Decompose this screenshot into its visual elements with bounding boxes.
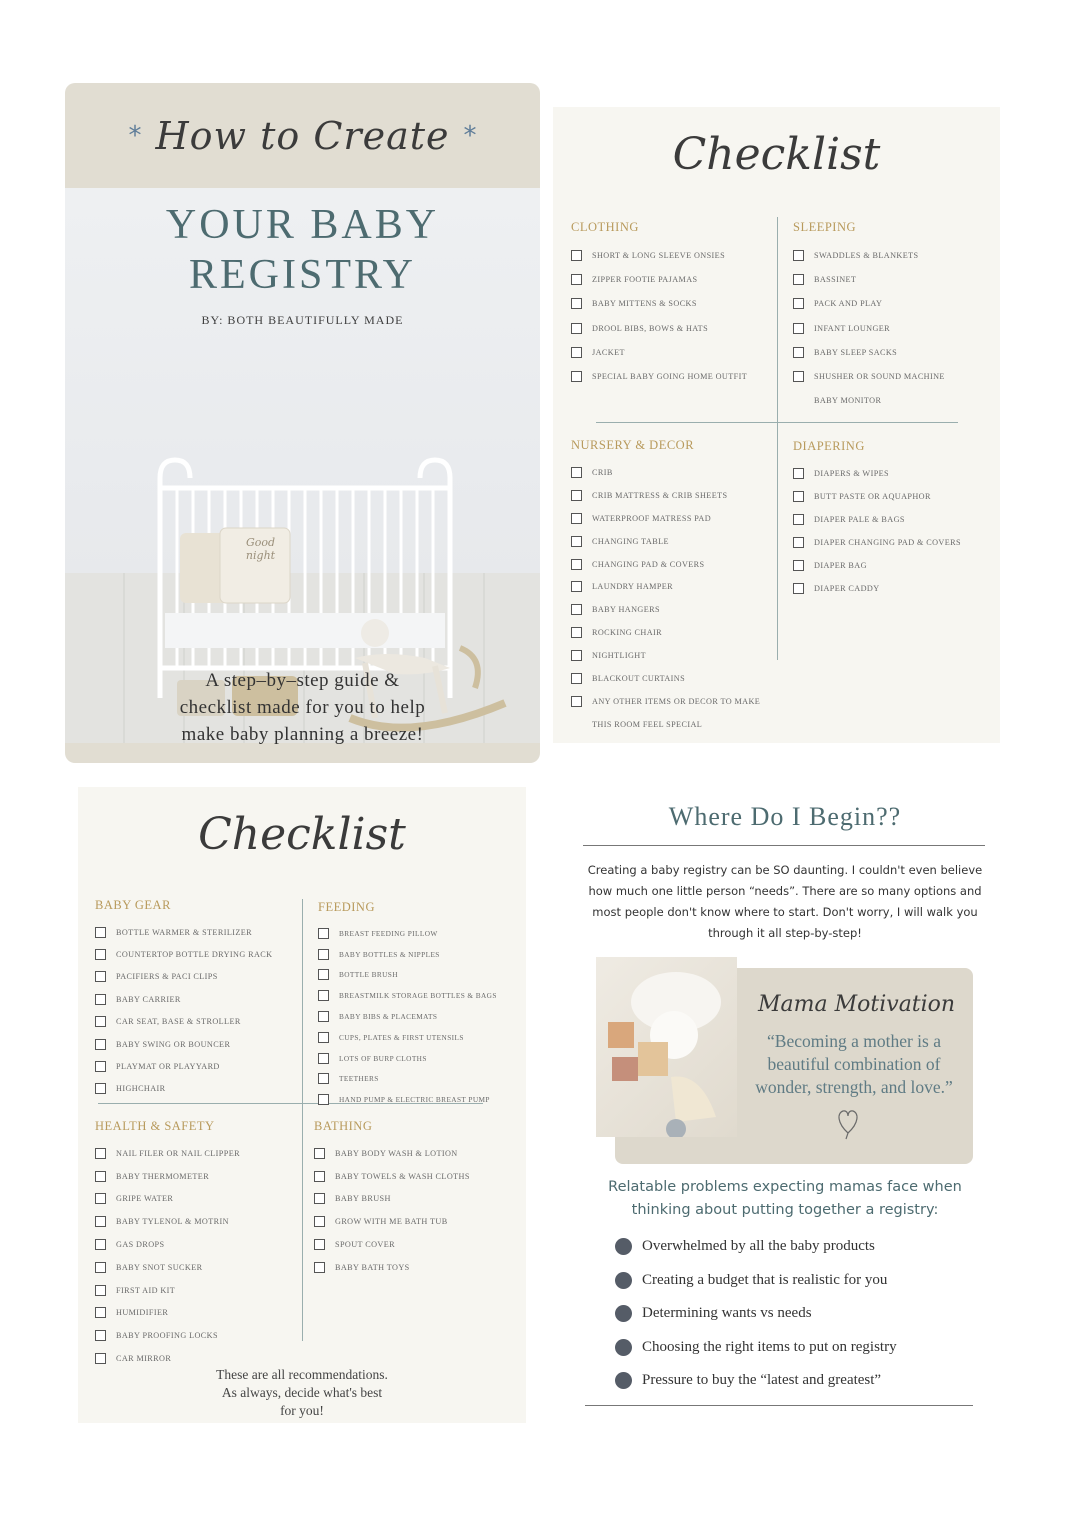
checkbox[interactable] xyxy=(95,1061,106,1072)
checklist-item-label: GAS DROPS xyxy=(116,1240,165,1250)
checklist-item xyxy=(314,1188,519,1211)
checklist-item xyxy=(314,1165,519,1188)
checklist-item xyxy=(95,943,300,965)
checkbox[interactable] xyxy=(95,1216,106,1227)
checklist-item-label: BABY THERMOMETER xyxy=(116,1171,210,1181)
checklist-item-label: SWADDLES & BLANKETS xyxy=(814,250,919,260)
checklist-item-label: DIAPER CADDY xyxy=(814,584,880,593)
section-clothing xyxy=(571,220,771,389)
cover-caption-line1: A step–by–step guide & xyxy=(205,670,400,691)
checklist-item-label: BASSINET xyxy=(814,274,857,284)
checklist-item-label: BABY BODY WASH & LOTION xyxy=(335,1148,458,1158)
checkbox[interactable] xyxy=(95,1083,106,1094)
checklist-item xyxy=(571,461,781,484)
checklist-item-label: BABY TOWELS & WASH CLOTHS xyxy=(335,1171,470,1181)
checkbox[interactable] xyxy=(571,467,582,478)
checklist-item xyxy=(571,644,781,667)
checkbox[interactable] xyxy=(793,583,804,594)
checklist-item-label: BUTT PASTE OR AQUAPHOR xyxy=(814,492,931,501)
section-sleeping xyxy=(793,220,993,413)
checklist-item xyxy=(95,921,300,943)
checklist-item-label: COUNTERTOP BOTTLE DRYING RACK xyxy=(116,950,273,960)
checklist-item xyxy=(95,1302,300,1325)
checklist-item-label: BABY SWING OR BOUNCER xyxy=(116,1039,231,1049)
checklist-item-label: HIGHCHAIR xyxy=(116,1084,166,1094)
checkbox[interactable] xyxy=(571,604,582,615)
checklist-item-label: BABY SLEEP SACKS xyxy=(814,347,898,357)
section-baby-gear xyxy=(95,898,300,1100)
checklist-item-label: BABY BOTTLES & NIPPLES xyxy=(339,949,440,959)
checkbox[interactable] xyxy=(95,949,106,960)
checklist-item xyxy=(95,1055,300,1077)
checklist-item xyxy=(95,966,300,988)
section-heading: BABY GEAR xyxy=(95,898,171,912)
problem-item xyxy=(615,1230,975,1264)
checkbox[interactable] xyxy=(318,1053,329,1064)
checklist-item xyxy=(571,598,781,621)
checklist-item-label: BOTTLE BRUSH xyxy=(339,970,398,980)
checkbox[interactable] xyxy=(314,1239,325,1250)
section-heading: FEEDING xyxy=(318,900,375,914)
section-feeding xyxy=(318,900,523,1110)
checkbox[interactable] xyxy=(571,581,582,592)
motivation-heading: Mama Motivation xyxy=(758,992,956,1017)
item-list xyxy=(571,243,771,389)
checklist-item xyxy=(95,1011,300,1033)
checkbox[interactable] xyxy=(318,949,329,960)
checklist-item xyxy=(571,530,781,553)
section-bathing xyxy=(314,1119,519,1279)
checklist-item xyxy=(95,1210,300,1233)
divider-vertical xyxy=(302,899,303,1341)
checklist-item xyxy=(318,1089,523,1110)
checklist-item-continuation: THIS ROOM FEEL SPECIAL xyxy=(592,719,703,729)
section-heading: SLEEPING xyxy=(793,220,857,234)
bullet-icon xyxy=(615,1372,632,1389)
checkbox[interactable] xyxy=(95,927,106,938)
checkbox[interactable] xyxy=(314,1171,325,1182)
checklist-item xyxy=(793,508,993,531)
checklist-item xyxy=(314,1142,519,1165)
checklist-item xyxy=(793,531,993,554)
checklist-item-label: BOTTLE WARMER & STERILIZER xyxy=(116,927,253,937)
checkbox[interactable] xyxy=(571,673,582,684)
checklist-item-label: CUPS, PLATES & FIRST UTENSILS xyxy=(339,1032,464,1042)
section-nursery-decor xyxy=(571,438,781,736)
checklist-item-label: BABY CARRIER xyxy=(116,994,181,1004)
checkbox[interactable] xyxy=(314,1193,325,1204)
star-icon: * xyxy=(128,120,142,151)
checklist-item xyxy=(793,462,993,485)
checkbox[interactable] xyxy=(318,1011,329,1022)
problem-text: Choosing the right items to put on registry xyxy=(642,1338,897,1355)
checkbox[interactable] xyxy=(95,1016,106,1027)
problem-text: Overwhelmed by all the baby products xyxy=(642,1238,875,1255)
checklist-item xyxy=(95,1279,300,1302)
checkbox[interactable] xyxy=(571,274,582,285)
checklist-item-label: PACIFIERS & PACI CLIPS xyxy=(116,972,218,982)
item-list xyxy=(95,921,300,1100)
item-list xyxy=(95,1142,300,1370)
checklist-item-label: DIAPER PALE & BAGS xyxy=(814,515,905,524)
checklist-item xyxy=(571,484,781,507)
checklist-item-label: CHANGING PAD & COVERS xyxy=(592,559,705,569)
checklist-item xyxy=(314,1210,519,1233)
checklist-item xyxy=(571,690,781,713)
checklist-item-label: ROCKING CHAIR xyxy=(592,628,663,638)
problems-lead: Relatable problems expecting mamas face when thinking about putting together a registry: xyxy=(608,1179,962,1218)
checkbox[interactable] xyxy=(95,1285,106,1296)
checklist-item-label: PLAYMAT OR PLAYYARD xyxy=(116,1062,220,1072)
item-list xyxy=(318,923,523,1110)
checkbox[interactable] xyxy=(95,994,106,1005)
checkbox[interactable] xyxy=(95,1039,106,1050)
checklist-item-label: PACK AND PLAY xyxy=(814,299,883,309)
section-health-safety xyxy=(95,1119,300,1370)
checklist-item-label: BABY MITTENS & SOCKS xyxy=(592,299,697,309)
checklist-item-label: BABY TYLENOL & MOTRIN xyxy=(116,1217,229,1227)
checkbox[interactable] xyxy=(318,928,329,939)
star-icon: * xyxy=(463,120,477,151)
checklist-item xyxy=(318,965,523,986)
checklist-item xyxy=(95,1142,300,1165)
checklist-item-label: ZIPPER FOOTIE PAJAMAS xyxy=(592,274,698,284)
checklist-item xyxy=(318,1027,523,1048)
checklist-item xyxy=(95,1188,300,1211)
bullet-icon xyxy=(615,1238,632,1255)
footer-line2: As always, decide what's best xyxy=(221,1385,383,1400)
checkbox[interactable] xyxy=(318,1032,329,1043)
footer-line1: These are all recommendations. xyxy=(216,1367,388,1382)
bullet-icon xyxy=(615,1272,632,1289)
checkbox[interactable] xyxy=(318,969,329,980)
cover-page xyxy=(65,83,540,763)
checklist-item-label: CRIB MATTRESS & CRIB SHEETS xyxy=(592,490,728,500)
where-do-i-begin-page xyxy=(570,790,1000,1430)
checkbox[interactable] xyxy=(793,514,804,525)
item-list xyxy=(314,1142,519,1279)
checklist-item xyxy=(95,1078,300,1100)
checkbox[interactable] xyxy=(571,536,582,547)
motivation-quote: “Becoming a mother is a beautiful combination of wonder, strength, and love.” xyxy=(755,1031,953,1097)
checklist-item-label: DIAPER CHANGING PAD & COVERS xyxy=(814,538,961,547)
checklist-item-label: SHUSHER OR SOUND MACHINE xyxy=(814,372,945,382)
item-list xyxy=(793,462,993,600)
checkbox[interactable] xyxy=(95,1262,106,1273)
checklist-item xyxy=(318,944,523,965)
checkbox[interactable] xyxy=(793,468,804,479)
checklist-item-label: HUMIDIFIER xyxy=(116,1308,169,1318)
checklist-item xyxy=(571,553,781,576)
checklist-item xyxy=(793,364,993,388)
checklist-item-label: WATERPROOF MATRESS PAD xyxy=(592,513,712,523)
cover-title xyxy=(65,200,540,300)
problems-list xyxy=(615,1230,975,1398)
checklist-item xyxy=(793,577,993,600)
problem-text: Pressure to buy the “latest and greatest” xyxy=(642,1372,882,1389)
checkbox[interactable] xyxy=(793,537,804,548)
checklist-item xyxy=(793,316,993,340)
checklist-title: Checklist xyxy=(198,809,406,860)
checkbox[interactable] xyxy=(571,371,582,382)
checkbox[interactable] xyxy=(95,1148,106,1159)
checklist-item-label: DIAPERS & WIPES xyxy=(814,469,889,478)
checklist-item xyxy=(571,340,771,364)
checklist-item-label: HAND PUMP & ELECTRIC BREAST PUMP xyxy=(339,1095,490,1105)
section-heading: BATHING xyxy=(314,1119,373,1133)
checkbox[interactable] xyxy=(571,250,582,261)
checkbox[interactable] xyxy=(793,347,804,358)
checklist-item-continuation: BABY MONITOR xyxy=(814,396,882,406)
problem-text: Determining wants vs needs xyxy=(642,1305,812,1322)
checkbox[interactable] xyxy=(571,490,582,501)
checkbox[interactable] xyxy=(95,1239,106,1250)
checklist-item-label: ANY OTHER ITEMS OR DECOR TO MAKE xyxy=(592,696,761,706)
problem-item xyxy=(615,1331,975,1365)
problem-item xyxy=(615,1297,975,1331)
checkbox[interactable] xyxy=(571,298,582,309)
checklist-item xyxy=(793,243,993,267)
cover-caption-line3: make baby planning a breeze! xyxy=(181,724,424,745)
checklist-item xyxy=(314,1233,519,1256)
checklist-item xyxy=(318,923,523,944)
checkbox[interactable] xyxy=(318,990,329,1001)
cover-byline: BY: BOTH BEAUTIFULLY MADE xyxy=(201,313,404,327)
checkbox[interactable] xyxy=(571,559,582,570)
checklist-item-label: INFANT LOUNGER xyxy=(814,323,891,333)
cover-header xyxy=(65,83,540,188)
checklist-item-label: CHANGING TABLE xyxy=(592,536,669,546)
checkbox[interactable] xyxy=(793,560,804,571)
checkbox[interactable] xyxy=(571,650,582,661)
problem-item xyxy=(615,1364,975,1398)
checkbox[interactable] xyxy=(571,696,582,707)
checklist-item-label: GRIPE WATER xyxy=(116,1194,174,1204)
checklist-item xyxy=(571,575,781,598)
item-list xyxy=(571,461,781,736)
checkbox[interactable] xyxy=(793,323,804,334)
checklist-item xyxy=(571,316,771,340)
checklist-item xyxy=(318,985,523,1006)
checklist-item-label: BABY BRUSH xyxy=(335,1194,391,1204)
checklist-item-label: SPOUT COVER xyxy=(335,1240,395,1250)
checklist-item-label: LAUNDRY HAMPER xyxy=(592,582,674,592)
item-list xyxy=(793,243,993,413)
cover-title-line2: REGISTRY xyxy=(188,252,417,298)
checklist-item xyxy=(571,243,771,267)
toys-illustration xyxy=(596,957,737,1137)
checklist-item xyxy=(571,621,781,644)
title-rule xyxy=(583,845,985,846)
checkbox[interactable] xyxy=(95,1330,106,1341)
checklist-item-label: JACKET xyxy=(592,347,625,357)
checklist-title: Checklist xyxy=(672,129,881,180)
checklist-item-label: BLACKOUT CURTAINS xyxy=(592,673,686,683)
checkbox[interactable] xyxy=(793,491,804,502)
checklist-item-label: CAR SEAT, BASE & STROLLER xyxy=(116,1017,241,1027)
checkbox[interactable] xyxy=(95,1171,106,1182)
checklist-footer xyxy=(78,1366,526,1420)
cover-title-line1: YOUR BABY xyxy=(165,202,440,248)
checklist-item xyxy=(571,267,771,291)
checklist-item-label: BABY PROOFING LOCKS xyxy=(116,1331,218,1341)
checkbox[interactable] xyxy=(571,627,582,638)
checkbox[interactable] xyxy=(314,1148,325,1159)
checkbox[interactable] xyxy=(95,1307,106,1318)
checklist-item xyxy=(318,1048,523,1069)
checklist-item xyxy=(571,364,771,388)
checklist-item xyxy=(318,1006,523,1027)
checklist-item-label: BABY HANGERS xyxy=(592,605,660,615)
checkbox[interactable] xyxy=(95,1193,106,1204)
checklist-item xyxy=(95,1256,300,1279)
checkbox[interactable] xyxy=(571,513,582,524)
checklist-item xyxy=(95,1233,300,1256)
problem-item xyxy=(615,1264,975,1298)
bullet-icon xyxy=(615,1339,632,1356)
checklist-item xyxy=(314,1256,519,1279)
section-heading: DIAPERING xyxy=(793,439,865,453)
section-heading: CLOTHING xyxy=(571,220,639,234)
checkbox[interactable] xyxy=(793,274,804,285)
checklist-item xyxy=(571,292,771,316)
checklist-item-label: BREASTMILK STORAGE BOTTLES & BAGS xyxy=(339,991,497,1001)
footer-line3: for you! xyxy=(280,1403,324,1418)
checkbox[interactable] xyxy=(318,1073,329,1084)
checkbox[interactable] xyxy=(95,1353,106,1364)
checkbox[interactable] xyxy=(793,250,804,261)
checklist-item-label: SPECIAL BABY GOING HOME OUTFIT xyxy=(592,372,748,382)
baby-toys-photo xyxy=(596,957,737,1137)
checkbox[interactable] xyxy=(95,971,106,982)
checklist-item xyxy=(571,667,781,690)
checklist-item-label: FIRST AID KIT xyxy=(116,1285,176,1295)
section-heading: HEALTH & SAFETY xyxy=(95,1119,215,1133)
checklist-page-2 xyxy=(78,787,526,1423)
checklist-item-label: LOTS OF BURP CLOTHS xyxy=(339,1053,427,1063)
checklist-item xyxy=(95,988,300,1010)
checkbox[interactable] xyxy=(314,1262,325,1273)
checklist-item-label: GROW WITH ME BATH TUB xyxy=(335,1217,448,1227)
checklist-item-label: TEETHERS xyxy=(339,1074,379,1084)
nursery-crib-photo xyxy=(65,188,540,743)
pillow-text: Good night xyxy=(245,536,276,562)
section-heading: NURSERY & DECOR xyxy=(571,438,695,452)
checklist-item xyxy=(318,1069,523,1090)
checklist-item xyxy=(793,267,993,291)
cover-caption-line2: checklist made for you to help xyxy=(179,697,426,718)
cover-caption xyxy=(65,667,540,748)
checklist-item-label: BABY SNOT SUCKER xyxy=(116,1262,203,1272)
problem-text: Creating a budget that is realistic for you xyxy=(642,1271,888,1288)
checkbox[interactable] xyxy=(793,371,804,382)
checklist-item-label: CRIB xyxy=(592,467,613,477)
intro-paragraph: Creating a baby registry can be SO daunting. I couldn't even believe how much one little person “needs”. There are so many options and most people don't know where to start. Don't worry, I will walk you through it all step-by-step! xyxy=(587,863,983,940)
checklist-item-label: BREAST FEEDING PILLOW xyxy=(339,928,438,938)
checklist-item-label: DROOL BIBS, BOWS & HATS xyxy=(592,323,709,333)
checklist-item xyxy=(793,485,993,508)
bottom-rule xyxy=(585,1405,973,1406)
checkbox[interactable] xyxy=(314,1216,325,1227)
page-title: Where Do I Begin?? xyxy=(668,802,902,831)
cover-script-heading: How to Create xyxy=(155,113,450,158)
checkbox[interactable] xyxy=(318,1094,329,1105)
divider-horizontal xyxy=(596,422,958,423)
checklist-item xyxy=(95,1324,300,1347)
checklist-item xyxy=(793,340,993,364)
checklist-item-label: BABY BIBS & PLACEMATS xyxy=(339,1012,438,1022)
checklist-item xyxy=(793,554,993,577)
section-diapering xyxy=(793,439,993,600)
checkbox[interactable] xyxy=(571,347,582,358)
checklist-item xyxy=(95,1033,300,1055)
checklist-item xyxy=(95,1165,300,1188)
checklist-item-label: NIGHTLIGHT xyxy=(592,651,647,661)
checklist-item-label: SHORT & LONG SLEEVE ONSIES xyxy=(592,250,726,260)
checklist-item-label: CAR MIRROR xyxy=(116,1354,172,1364)
checklist-page-1 xyxy=(553,107,1000,743)
checklist-item-label: BABY BATH TOYS xyxy=(335,1262,410,1272)
checkbox[interactable] xyxy=(571,323,582,334)
checkbox[interactable] xyxy=(793,298,804,309)
heart-icon xyxy=(835,1105,861,1141)
checklist-item xyxy=(793,292,993,316)
checklist-item-label: DIAPER BAG xyxy=(814,561,867,570)
bullet-icon xyxy=(615,1305,632,1322)
checklist-item xyxy=(571,507,781,530)
checklist-item-label: NAIL FILER OR NAIL CLIPPER xyxy=(116,1148,240,1158)
